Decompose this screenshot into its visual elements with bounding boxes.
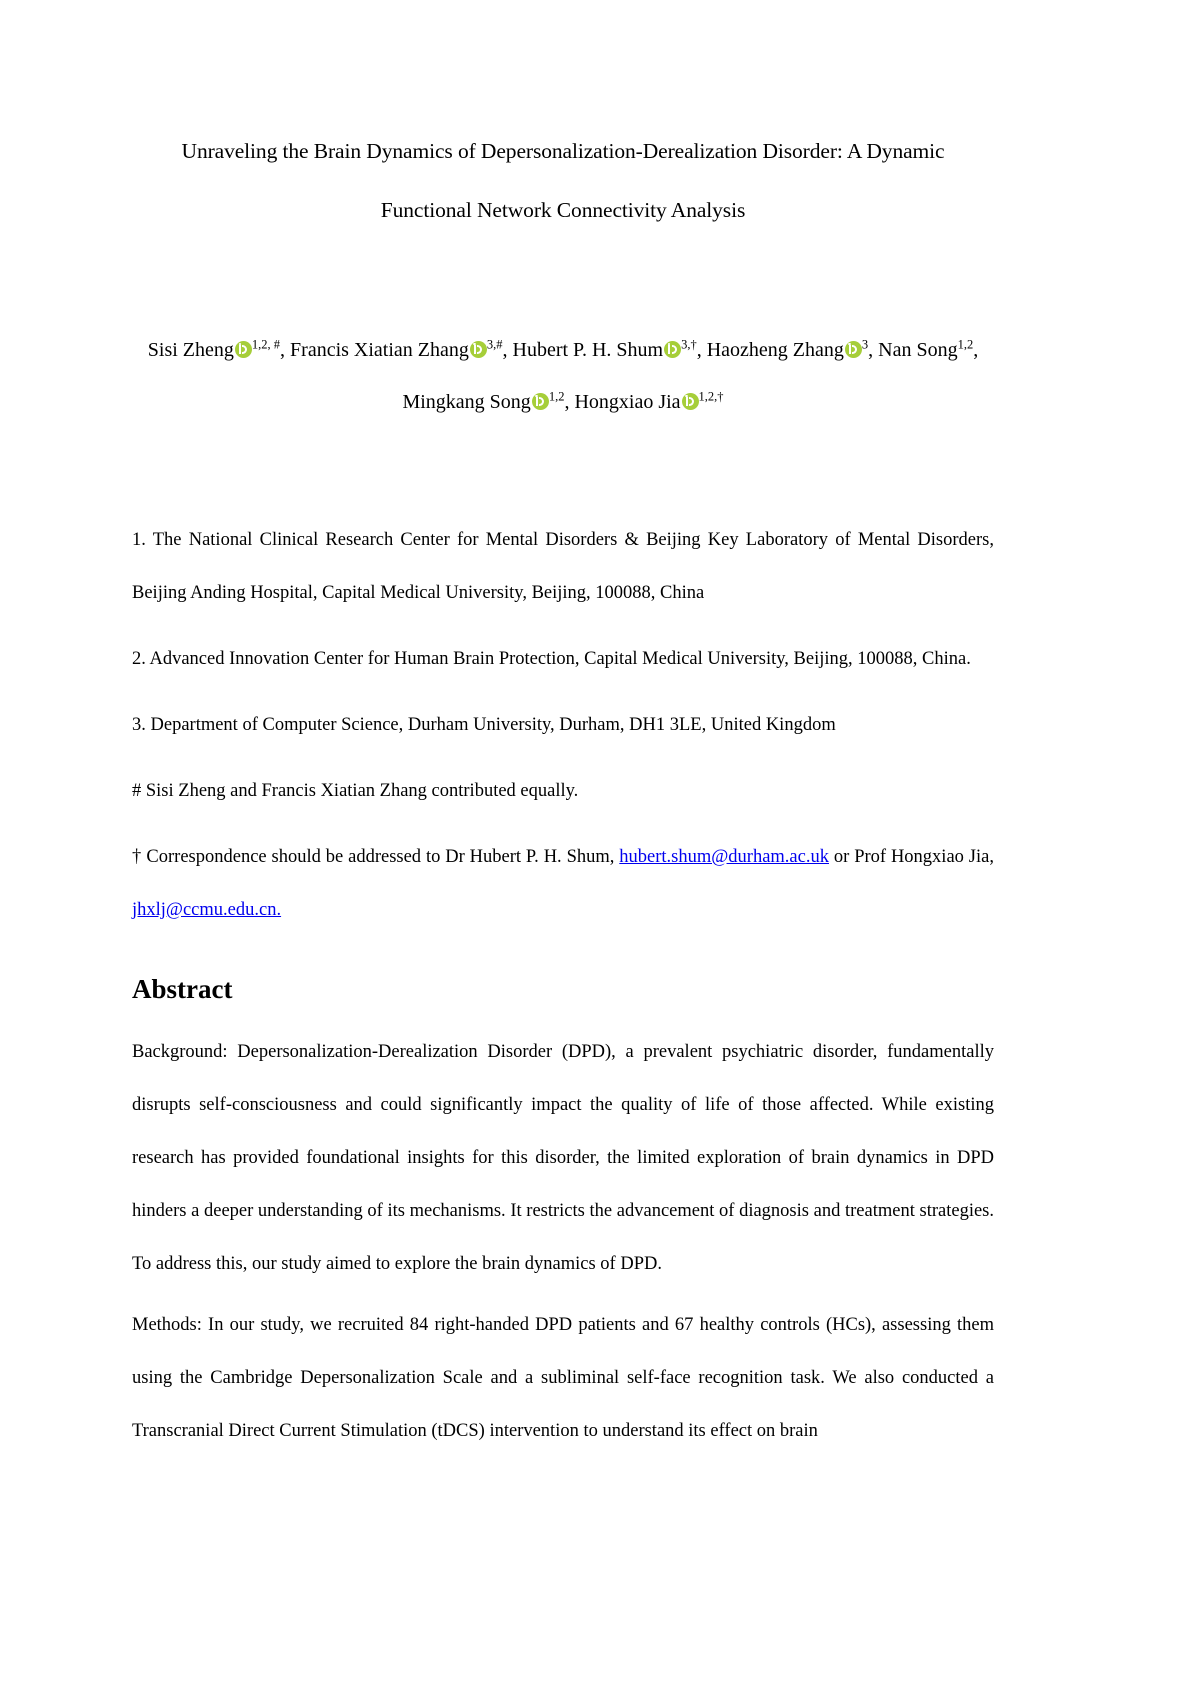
affiliations-and-notes bbox=[132, 514, 994, 937]
author-list bbox=[132, 324, 994, 428]
abstract-heading: Abstract bbox=[132, 974, 233, 1004]
author-name: Nan Song bbox=[878, 339, 958, 361]
abstract-paragraph-methods: Methods: In our study, we recruited 84 right-handed DPD patients and 67 healthy controls (HCs), assessing them using the Cambridge Depersonalization Scale and a subliminal self-face recognition task. We also conducted a Transcranial Direct Current Stimulation (tDCS) intervention to understand its effect on brain bbox=[132, 1315, 994, 1441]
correspondence-prefix: † Correspondence should be addressed to Dr Hubert P. H. Shum, bbox=[132, 847, 620, 867]
orcid-id-icon[interactable] bbox=[470, 341, 487, 358]
author-entry bbox=[513, 339, 697, 361]
author-affiliation-marker: 3 bbox=[861, 337, 869, 352]
author-line-1: Sisi Zheng $^{1,2, \#}$, Francis Xiatian Zhang $^{3,\#}$, Hubert P. H. Shum $^{3,\dagger}$, Haozheng Zhang $^3$, Nan Song$^{1,2}$, bbox=[147, 337, 979, 361]
correspondence-note bbox=[132, 831, 994, 937]
author-name: Sisi Zheng bbox=[147, 339, 234, 361]
abstract-paragraph-background: Background: Depersonalization-Derealization Disorder (DPD), a prevalent psychiatric disorder, fundamentally disrupts self-consciousness and could significantly impact the quality of life of those affected. While existing research has provided foundational insights for this disorder, the limited exploration of brain dynamics in DPD hinders a deeper understanding of its mechanisms. It restricts the advancement of diagnosis and treatment strategies. To address this, our study aimed to explore the brain dynamics of DPD. bbox=[132, 1042, 994, 1274]
orcid-id-icon[interactable] bbox=[235, 341, 252, 358]
author-entry bbox=[148, 339, 280, 361]
author-name: Mingkang Song bbox=[402, 391, 531, 413]
author-affiliation-marker: 1,2 bbox=[548, 389, 565, 404]
email-link-hubert-shum[interactable]: hubert.shum@durham.ac.uk bbox=[619, 847, 829, 867]
page-content bbox=[132, 0, 994, 1466]
author-entry bbox=[290, 339, 502, 361]
orcid-id-icon[interactable] bbox=[845, 341, 862, 358]
author-affiliation-marker: 1,2,† bbox=[698, 389, 724, 404]
orcid-id-icon[interactable] bbox=[664, 341, 681, 358]
email-link-hongxiao-jia[interactable]: jhxlj@ccmu.edu.cn. bbox=[132, 900, 282, 920]
orcid-id-icon[interactable] bbox=[682, 393, 699, 410]
author-entry bbox=[707, 339, 868, 361]
affiliation-1: 1. The National Clinical Research Center for Mental Disorders & Beijing Key Laboratory of Mental Disorders, Beijing Anding Hospital, Capital Medical University, Beijing, 100088, China bbox=[132, 530, 994, 603]
abstract-body bbox=[132, 1026, 994, 1458]
author-entry bbox=[878, 339, 973, 361]
author-line-2: Mingkang Song $^{1,2}$, Hongxiao Jia $^{1,2,\dagger}$ bbox=[402, 389, 724, 413]
author-name: Haozheng Zhang bbox=[706, 339, 844, 361]
author-name: Hubert P. H. Shum bbox=[512, 339, 664, 361]
author-affiliation-marker: 1,2, # bbox=[251, 337, 281, 352]
author-name: Francis Xiatian Zhang bbox=[290, 339, 469, 361]
correspondence-middle: or Prof Hongxiao Jia, bbox=[828, 847, 994, 867]
author-entry bbox=[402, 391, 564, 413]
title-line-2: Functional Network Connectivity Analysis bbox=[380, 198, 746, 222]
paper-title bbox=[132, 122, 994, 240]
author-affiliation-marker: 3,# bbox=[486, 337, 503, 352]
orcid-id-icon[interactable] bbox=[532, 393, 549, 410]
equal-contribution-note: # Sisi Zheng and Francis Xiatian Zhang contributed equally. bbox=[132, 781, 579, 801]
author-affiliation-marker: 3,† bbox=[681, 337, 697, 352]
affiliation-2: 2. Advanced Innovation Center for Human Brain Protection, Capital Medical University, Beijing, 100088, China. bbox=[132, 649, 971, 669]
title-line-1: Unraveling the Brain Dynamics of Depersonalization-Derealization Disorder: A Dynamic bbox=[181, 139, 945, 163]
author-affiliation-marker: 1,2 bbox=[957, 337, 974, 352]
author-name: Hongxiao Jia bbox=[574, 391, 681, 413]
author-entry bbox=[574, 391, 723, 413]
affiliation-3: 3. Department of Computer Science, Durham University, Durham, DH1 3LE, United Kingdom bbox=[132, 715, 836, 735]
